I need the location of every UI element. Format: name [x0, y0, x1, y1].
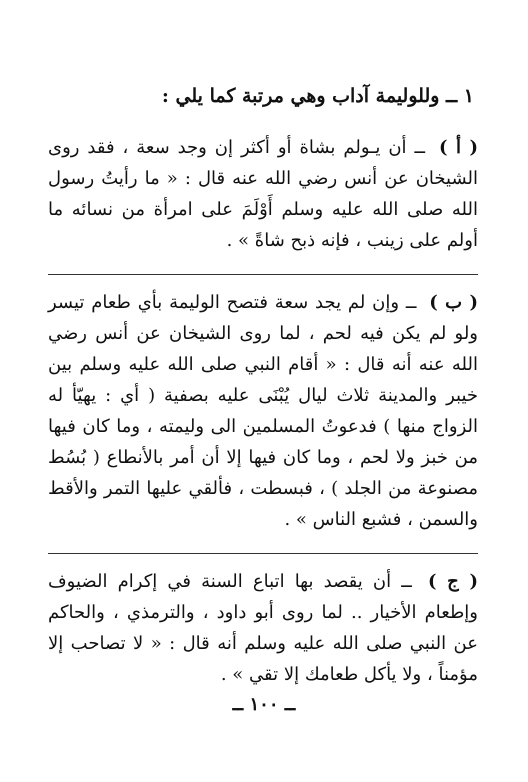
paragraph-text: ــ أن يقصد بها اتباع السنة في إكرام الضيوف وإطعام الأخيار .. لما روى أبو داود ، والترمذي ، والحاكم عن النبي صلى الله عليه وسلم أنه قال : « لا تصاحب إلا مؤمناً ، ولا يأكل طعامك إلا تقي » .: [48, 571, 478, 685]
paragraph-label: ( أ ): [438, 137, 478, 158]
page-number: ــ ١٠٠ ــ: [232, 694, 296, 715]
divider: [48, 553, 478, 554]
paragraph-text: ــ وإن لم يجد سعة فتصح الوليمة بأي طعام تيسر ولو لم يكن فيه لحم ، لما روى الشيخان عن أنس رضي الله عنه أنه قال : « أقام النبي صلى الله عليه وسلم بين خيبر والمدينة ثلاث ليال يُبْنَى عليه بصفية ( أي : يهيّأ له الزواج منها ) فدعوتُ المسلمين الى وليمته ، وما كان فيها من خبز ولا لحم ، وما كان فيها إلا أن أمر بالأنطاع ( بُسُط مصنوعة من الجلد ) ، فبسطت ، فألقي عليها التمر والأقط والسمن ، فشبع الناس » .: [48, 292, 478, 530]
divider: [48, 274, 478, 275]
section-heading: ١ ــ وللوليمة آداب وهي مرتبة كما يلي :: [161, 85, 474, 107]
paragraph-label: ( ج ): [427, 571, 478, 592]
paragraph-b: [48, 287, 478, 535]
page-content: [48, 82, 478, 708]
paragraph-label: ( ب ): [429, 292, 478, 313]
paragraph-c: [48, 566, 478, 690]
paragraph-a: [48, 132, 478, 256]
paragraph-text: ــ أن يـولم بشاة أو أكثر إن وجد سعة ، فقد روى الشيخان عن أنس رضي الله عنه قال : « ما رأيتُ رسول الله صلى الله عليه وسلم أَوْلَمَ على امرأة من نسائه ما أولم على زينب ، فإنه ذبح شاةً » .: [48, 137, 478, 251]
